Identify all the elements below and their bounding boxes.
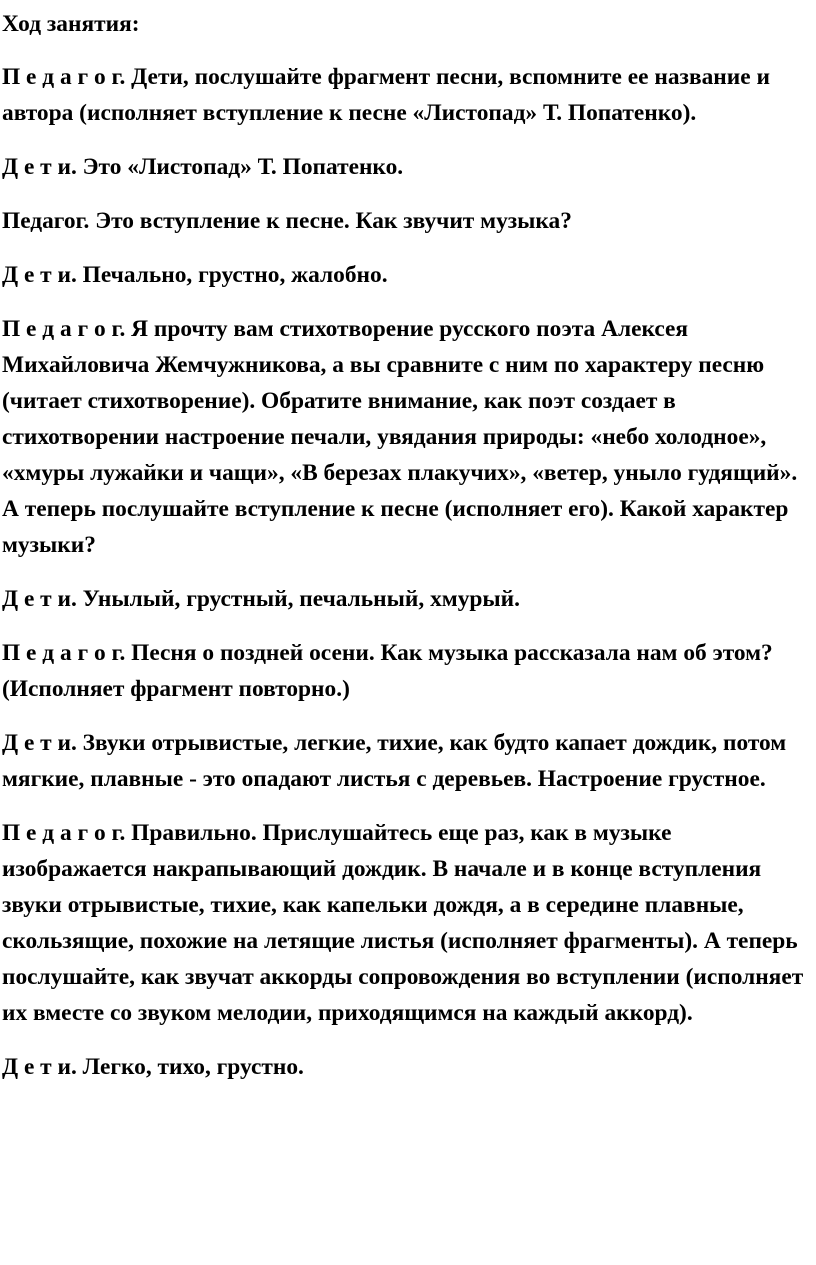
paragraph-children-1: Д е т и. Это «Листопад» Т. Попатенко. bbox=[2, 154, 404, 180]
paragraph-teacher-4: П е д а г о г. Песня о поздней осени. Как музыка рассказала нам об этом? (Исполняет фрагмент повторно.) bbox=[2, 640, 773, 702]
paragraph-teacher-2: Педагог. Это вступление к песне. Как звучит музыка? bbox=[2, 208, 572, 234]
paragraph-children-3: Д е т и. Унылый, грустный, печальный, хмурый. bbox=[2, 586, 520, 612]
paragraph-children-4: Д е т и. Звуки отрывистые, легкие, тихие, как будто капает дождик, потом мягкие, плавные - это опадают листья с деревьев. Настроение грустное. bbox=[2, 730, 787, 792]
paragraph-children-2: Д е т и. Печально, грустно, жалобно. bbox=[2, 262, 388, 288]
paragraph-teacher-1: П е д а г о г. Дети, послушайте фрагмент песни, вспомните ее название и автора (исполняет вступление к песне «Листопад» Т. Попатенко). bbox=[2, 64, 770, 126]
lesson-heading: Ход занятия: bbox=[2, 11, 140, 37]
paragraph-teacher-5: П е д а г о г. Правильно. Прислушайтесь еще раз, как в музыке изображается накрапывающий дождик. В начале и в конце вступления звуки отрывистые, тихие, как капельки дождя, а в середине плавные, скользящие, похожие на летящие листья (исполняет фрагменты). А теперь послушайте, как звучат аккорды сопровождения во вступлении (исполняет их вместе со звуком мелодии, приходящимся на каждый аккорд). bbox=[2, 820, 804, 1026]
paragraph-teacher-3: П е д а г о г. Я прочту вам стихотворение русского поэта Алексея Михайловича Жемчужникова, а вы сравните с ним по характеру песню (читает стихотворение). Обратите внимание, как поэт создает в стихотворении настроение печали, увядания природы: «небо холодное», «хмуры лужайки и чащи», «В березах плакучих», «ветер, уныло гудящий». А теперь послушайте вступление к песне (исполняет его). Какой характер музыки? bbox=[2, 316, 798, 558]
paragraph-children-5: Д е т и. Легко, тихо, грустно. bbox=[2, 1054, 304, 1080]
